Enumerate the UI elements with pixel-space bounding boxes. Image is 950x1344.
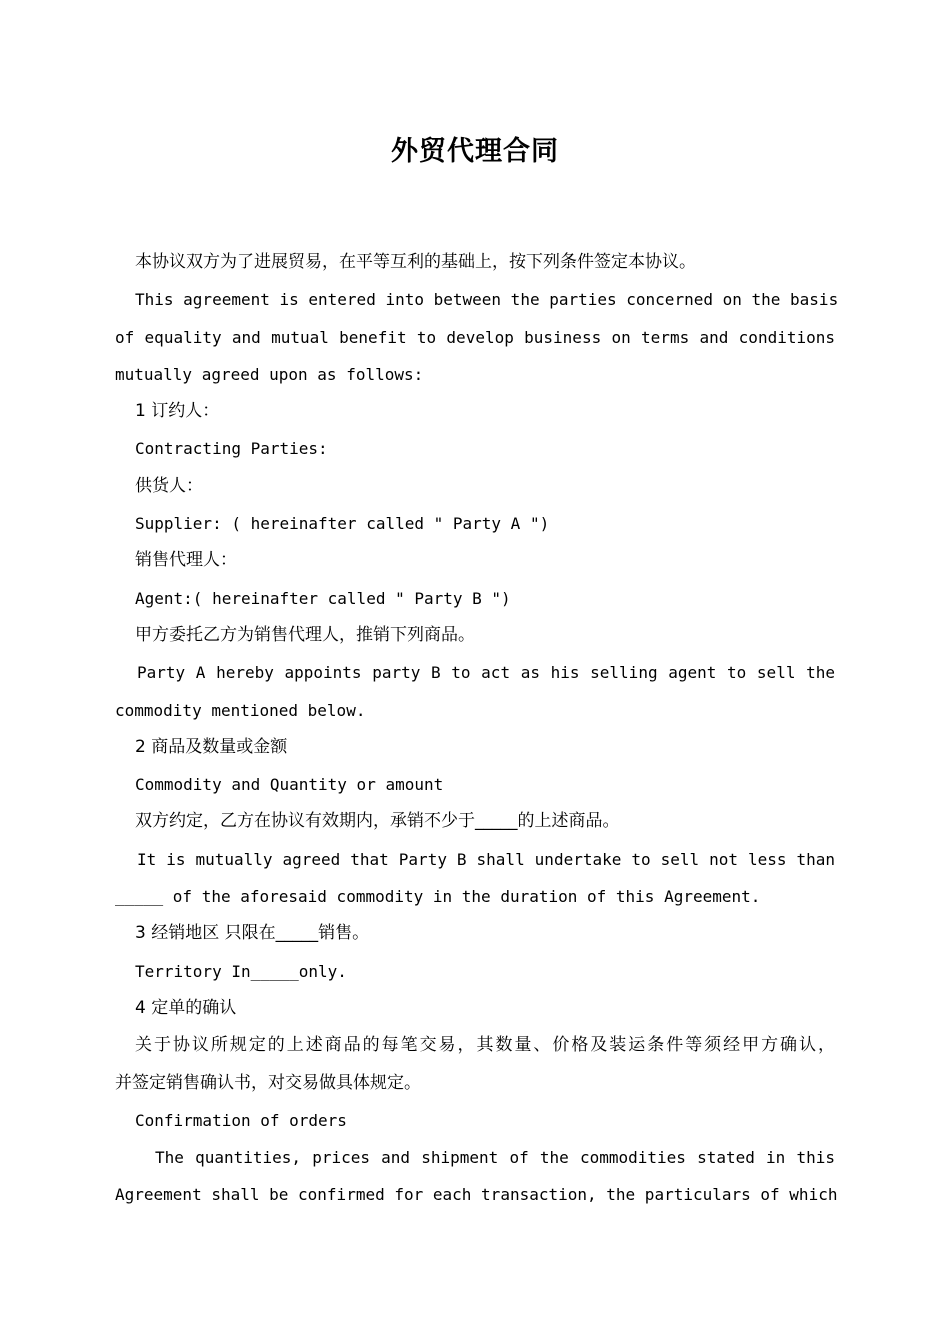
section-2-heading-en: Commodity and Quantity or amount xyxy=(135,775,444,795)
appointment-zh: 甲方委托乙方为销售代理人，推销下列商品。 xyxy=(135,624,475,645)
orders-clause-en-line2: Agreement shall be confirmed for each transaction, the particulars of which xyxy=(115,1185,838,1205)
section-4-heading-zh: 4 定单的确认 xyxy=(135,997,237,1018)
orders-clause-zh-line2: 并签定销售确认书，对交易做具体规定。 xyxy=(115,1072,421,1093)
section-3-heading-en: Territory In_____only. xyxy=(135,961,347,981)
section-1-heading-en: Contracting Parties: xyxy=(135,439,328,459)
orders-clause-en-line1: The quantities, prices and shipment of the commodities stated in this xyxy=(155,1148,835,1168)
supplier-label-zh: 供货人： xyxy=(135,475,203,496)
quantity-clause-en-line1: It is mutually agreed that Party B shall undertake to sell not less than xyxy=(137,849,835,869)
section-2-heading-zh: 2 商品及数量或金额 xyxy=(135,736,288,757)
section-1-heading-zh: 1 订约人： xyxy=(135,401,220,422)
agent-label-zh: 销售代理人： xyxy=(135,550,237,571)
appointment-en-line1: Party A hereby appoints party B to act as his selling agent to sell the xyxy=(137,663,835,683)
paragraph-intro-en-line3: mutually agreed upon as follows: xyxy=(115,364,424,384)
paragraph-intro-zh: 本协议双方为了进展贸易，在平等互利的基础上，按下列条件签定本协议。 xyxy=(135,252,696,272)
paragraph-intro-en-line1: This agreement is entered into between the parties concerned on the basis xyxy=(135,290,839,310)
section-4-heading-en: Confirmation of orders xyxy=(135,1110,347,1130)
agent-label-en: Agent:( hereinafter called " Party B ") xyxy=(135,588,511,608)
paragraph-intro-en-line2: of equality and mutual benefit to develop business on terms and conditions xyxy=(115,327,835,347)
quantity-clause-en-line2: _____ of the aforesaid commodity in the duration of this Agreement. xyxy=(115,887,761,907)
quantity-clause-zh: 双方约定，乙方在协议有效期内，承销不少于_____的上述商品。 xyxy=(135,811,620,832)
appointment-en-line2: commodity mentioned below. xyxy=(115,700,366,720)
supplier-label-en: Supplier: ( hereinafter called " Party A ") xyxy=(135,514,550,534)
orders-clause-zh-line1: 关于协议所规定的上述商品的每笔交易，其数量、价格及装运条件等须经甲方确认， xyxy=(135,1035,835,1056)
section-3-heading-zh: 3 经销地区 只限在_____销售。 xyxy=(135,923,370,944)
document-body xyxy=(115,244,839,1214)
document-title: 外贸代理合同 xyxy=(391,136,559,167)
